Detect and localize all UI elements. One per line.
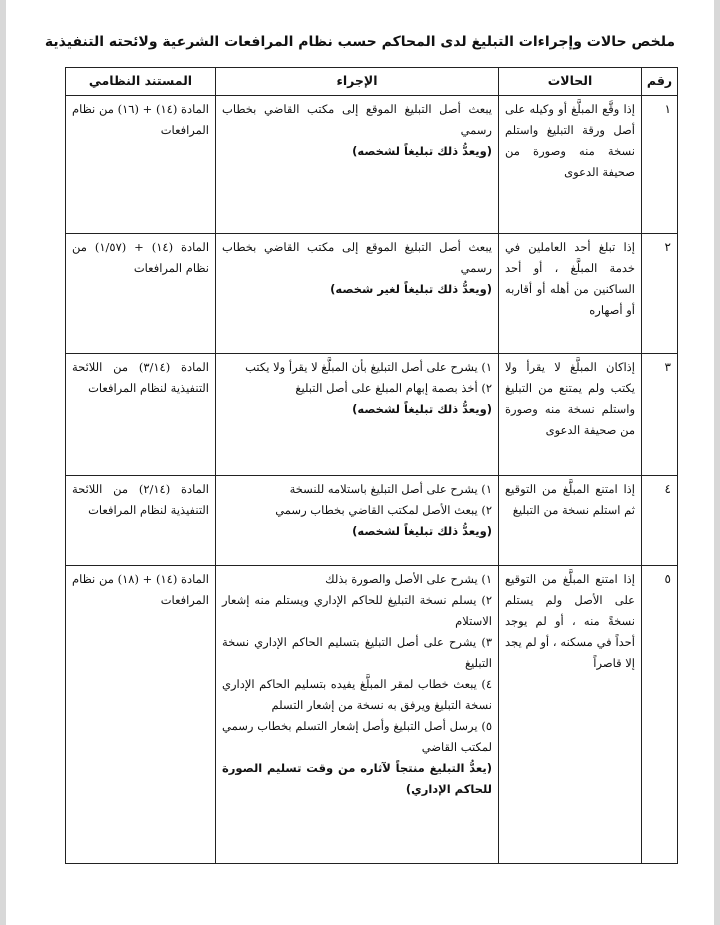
cell-reference bbox=[66, 566, 216, 864]
reference-text: المادة (١٤) + (١٨) من نظام المرافعات bbox=[72, 572, 209, 607]
table-row bbox=[66, 96, 678, 234]
cell-procedure bbox=[216, 566, 499, 864]
procedure-step: يبعث أصل التبليغ الموقع إلى مكتب القاضي بخطاب رسمي bbox=[222, 240, 492, 275]
table-row bbox=[66, 354, 678, 476]
reference-text: المادة (٣/١٤) من اللائحة التنفيذية لنظام المرافعات bbox=[72, 360, 210, 395]
table-row bbox=[66, 476, 678, 566]
cell-cases bbox=[499, 566, 642, 864]
procedure-step: ١) يشرح على أصل التبليغ باستلامه للنسخة bbox=[289, 482, 492, 496]
header-procedure: الإجراء bbox=[216, 68, 499, 96]
row-number: ٥ bbox=[642, 566, 678, 864]
header-num: رقم bbox=[642, 68, 678, 96]
case-text: إذا امتنع المبلَّغ من التوقيع على الأصل ولم يستلم نسخةً منه ، أو لم يوجد أحداً في مسكنه ، أو لم يجد إلا قاصراً bbox=[505, 572, 635, 670]
procedure-result: (ويعدُّ ذلك تبليغاً لشخصه) bbox=[352, 524, 492, 538]
table-row bbox=[66, 234, 678, 354]
cell-cases bbox=[499, 96, 642, 234]
procedure-step: ٢) يسلم نسخة التبليغ للحاكم الإداري ويستلم منه إشعار الاستلام bbox=[222, 593, 492, 628]
procedure-step: ٣) يشرح على أصل التبليغ بتسليم الحاكم الإداري نسخة التبليغ bbox=[222, 635, 492, 670]
procedure-step: ٢) أخذ بصمة إبهام المبلغ على أصل التبليغ bbox=[295, 381, 492, 395]
reference-text: المادة (٢/١٤) من اللائحة التنفيذية لنظام المرافعات bbox=[72, 482, 210, 517]
case-text: إذا امتنع المبلَّغ من التوقيع ثم استلم نسخة من التبليغ bbox=[505, 482, 635, 517]
cell-reference bbox=[66, 354, 216, 476]
case-text: إذا تبلغ أحد العاملين في خدمة المبلَّغ ، أو أحد الساكنين من أهله أو أقاربه أو أصهاره bbox=[505, 240, 635, 317]
procedure-step: ٢) يبعث الأصل لمكتب القاضي بخطاب رسمي bbox=[275, 503, 492, 517]
cell-reference bbox=[66, 234, 216, 354]
table-body bbox=[66, 96, 678, 864]
procedure-step: ١) يشرح على الأصل والصورة بذلك bbox=[325, 572, 492, 586]
cell-cases bbox=[499, 476, 642, 566]
row-number: ١ bbox=[642, 96, 678, 234]
table-header-row bbox=[66, 68, 678, 96]
header-cases: الحالات bbox=[499, 68, 642, 96]
reference-text: المادة (١٤) + (١/٥٧) من نظام المرافعات bbox=[72, 240, 210, 275]
document-title: ملخص حالات وإجراءات التبليغ لدى المحاكم حسب نظام المرافعات الشرعية ولائحته التنفيذية bbox=[44, 34, 676, 50]
cell-procedure bbox=[216, 354, 499, 476]
procedure-step: ٤) يبعث خطاب لمقر المبلَّغ يفيده بتسليم الحاكم الإداري نسخة التبليغ ويرفق به نسخة من إشعار التسلم bbox=[222, 677, 492, 712]
procedure-result: (ويعدُّ ذلك تبليغاً لشخصه) bbox=[352, 144, 492, 158]
case-text: إذا وقَّع المبلَّغ أو وكيله على أصل ورقة التبليغ واستلم نسخة منه وصورة من صحيفة الدعوى bbox=[505, 102, 635, 179]
case-text: إذاكان المبلَّغ لا يقرأ ولا يكتب ولم يمتنع من التبليغ واستلم نسخة منه وصورة من صحيفة الدعوى bbox=[505, 360, 635, 437]
cell-procedure bbox=[216, 234, 499, 354]
cell-reference bbox=[66, 476, 216, 566]
cell-procedure bbox=[216, 96, 499, 234]
row-number: ٢ bbox=[642, 234, 678, 354]
cell-cases bbox=[499, 354, 642, 476]
cell-reference bbox=[66, 96, 216, 234]
procedure-step: ٥) يرسل أصل التبليغ وأصل إشعار التسلم بخطاب رسمي لمكتب القاضي bbox=[222, 719, 492, 754]
procedures-table bbox=[65, 67, 678, 864]
procedure-result: (ويعدُّ ذلك تبليغاً لشخصه) bbox=[352, 402, 492, 416]
procedure-result: (يعدُّ التبليغ منتجاً لآثاره من وقت تسليم الصورة للحاكم الإداري) bbox=[222, 761, 492, 796]
cell-cases bbox=[499, 234, 642, 354]
row-number: ٤ bbox=[642, 476, 678, 566]
cell-procedure bbox=[216, 476, 499, 566]
procedure-result: (ويعدُّ ذلك تبليغاً لغير شخصه) bbox=[330, 282, 492, 296]
row-number: ٣ bbox=[642, 354, 678, 476]
table-row bbox=[66, 566, 678, 864]
procedure-step: ١) يشرح على أصل التبليغ بأن المبلَّغ لا يقرأ ولا يكتب bbox=[245, 360, 492, 374]
procedure-step: يبعث أصل التبليغ الموقع إلى مكتب القاضي بخطاب رسمي bbox=[222, 102, 492, 137]
reference-text: المادة (١٤) + (١٦) من نظام المرافعات bbox=[72, 102, 209, 137]
header-reference: المستند النظامي bbox=[66, 68, 216, 96]
